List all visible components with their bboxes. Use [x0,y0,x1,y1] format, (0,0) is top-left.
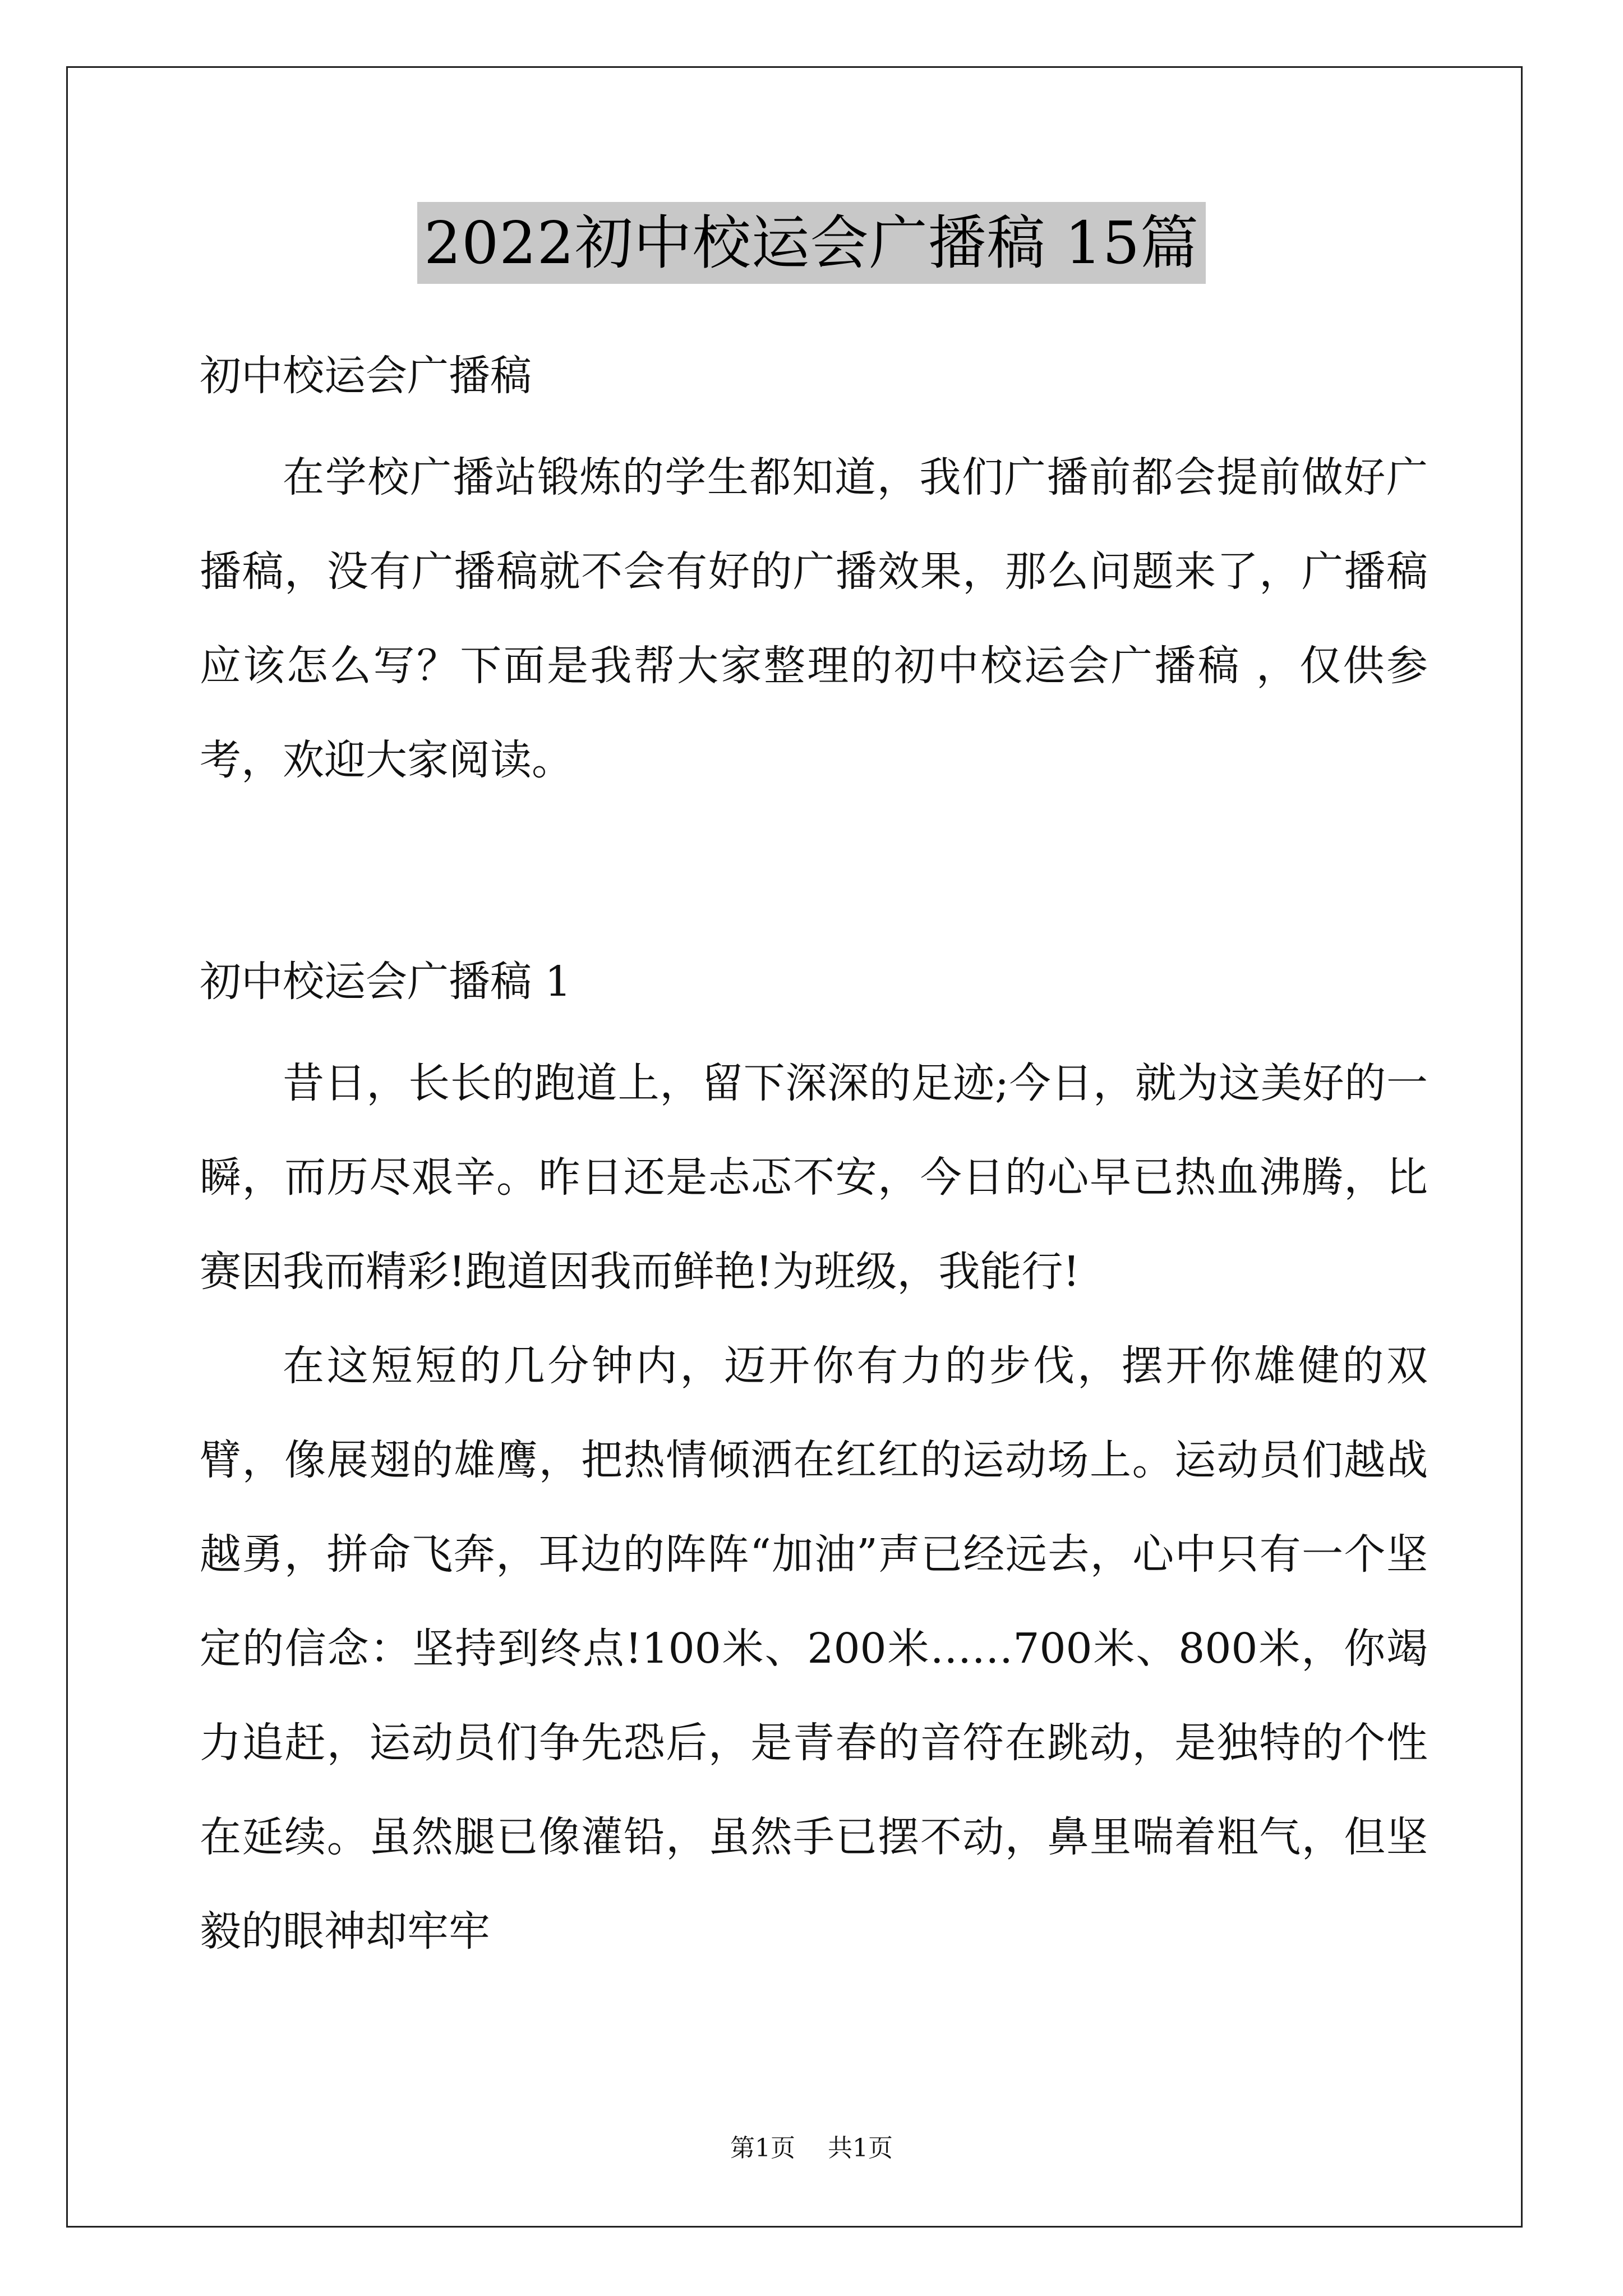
page-total: 共1页 [828,2134,893,2162]
body-paragraph: 在这短短的几分钟内，迈开你有力的步伐，摆开你雄健的双臂，像展翅的雄鹰，把热情倾洒在红红的运动场上。运动员们越战越勇，拼命飞奔，耳边的阵阵“加油”声已经远去，心中只有一个坚定的信念：坚持到终点!100米、200米……700米、800米，你竭力追赶，运动员们争先恐后，是青春的音符在跳动，是独特的个性在延续。虽然腿已像灌铅，虽然手已摆不动，鼻里喘着粗气，但坚毅的眼神却牢牢 [200,1342,1428,1955]
body-paragraph: 在学校广播站锻炼的学生都知道，我们广播前都会提前做好广播稿，没有广播稿就不会有好的广播效果，那么问题来了，广播稿应该怎么写？下面是我帮大家整理的初中校运会广播稿 ，仅供参考，欢迎大家阅读。 [200,453,1428,784]
section-heading: 初中校运会广播稿 1 [200,958,571,1006]
page-footer [0,2132,1623,2165]
body-paragraph: 昔日，长长的跑道上，留下深深的足迹;今日，就为这美好的一瞬，而历尽艰辛。昨日还是忐忑不安，今日的心早已热血沸腾，比赛因我而精彩!跑道因我而鲜艳!为班级，我能行! [200,1059,1428,1296]
title-container [0,202,1623,284]
document-title: 2022初中校运会广播稿 15篇 [417,202,1206,284]
document-body [200,317,1428,1978]
page-number: 第1页 [730,2134,795,2162]
section-heading: 初中校运会广播稿 [200,352,532,400]
